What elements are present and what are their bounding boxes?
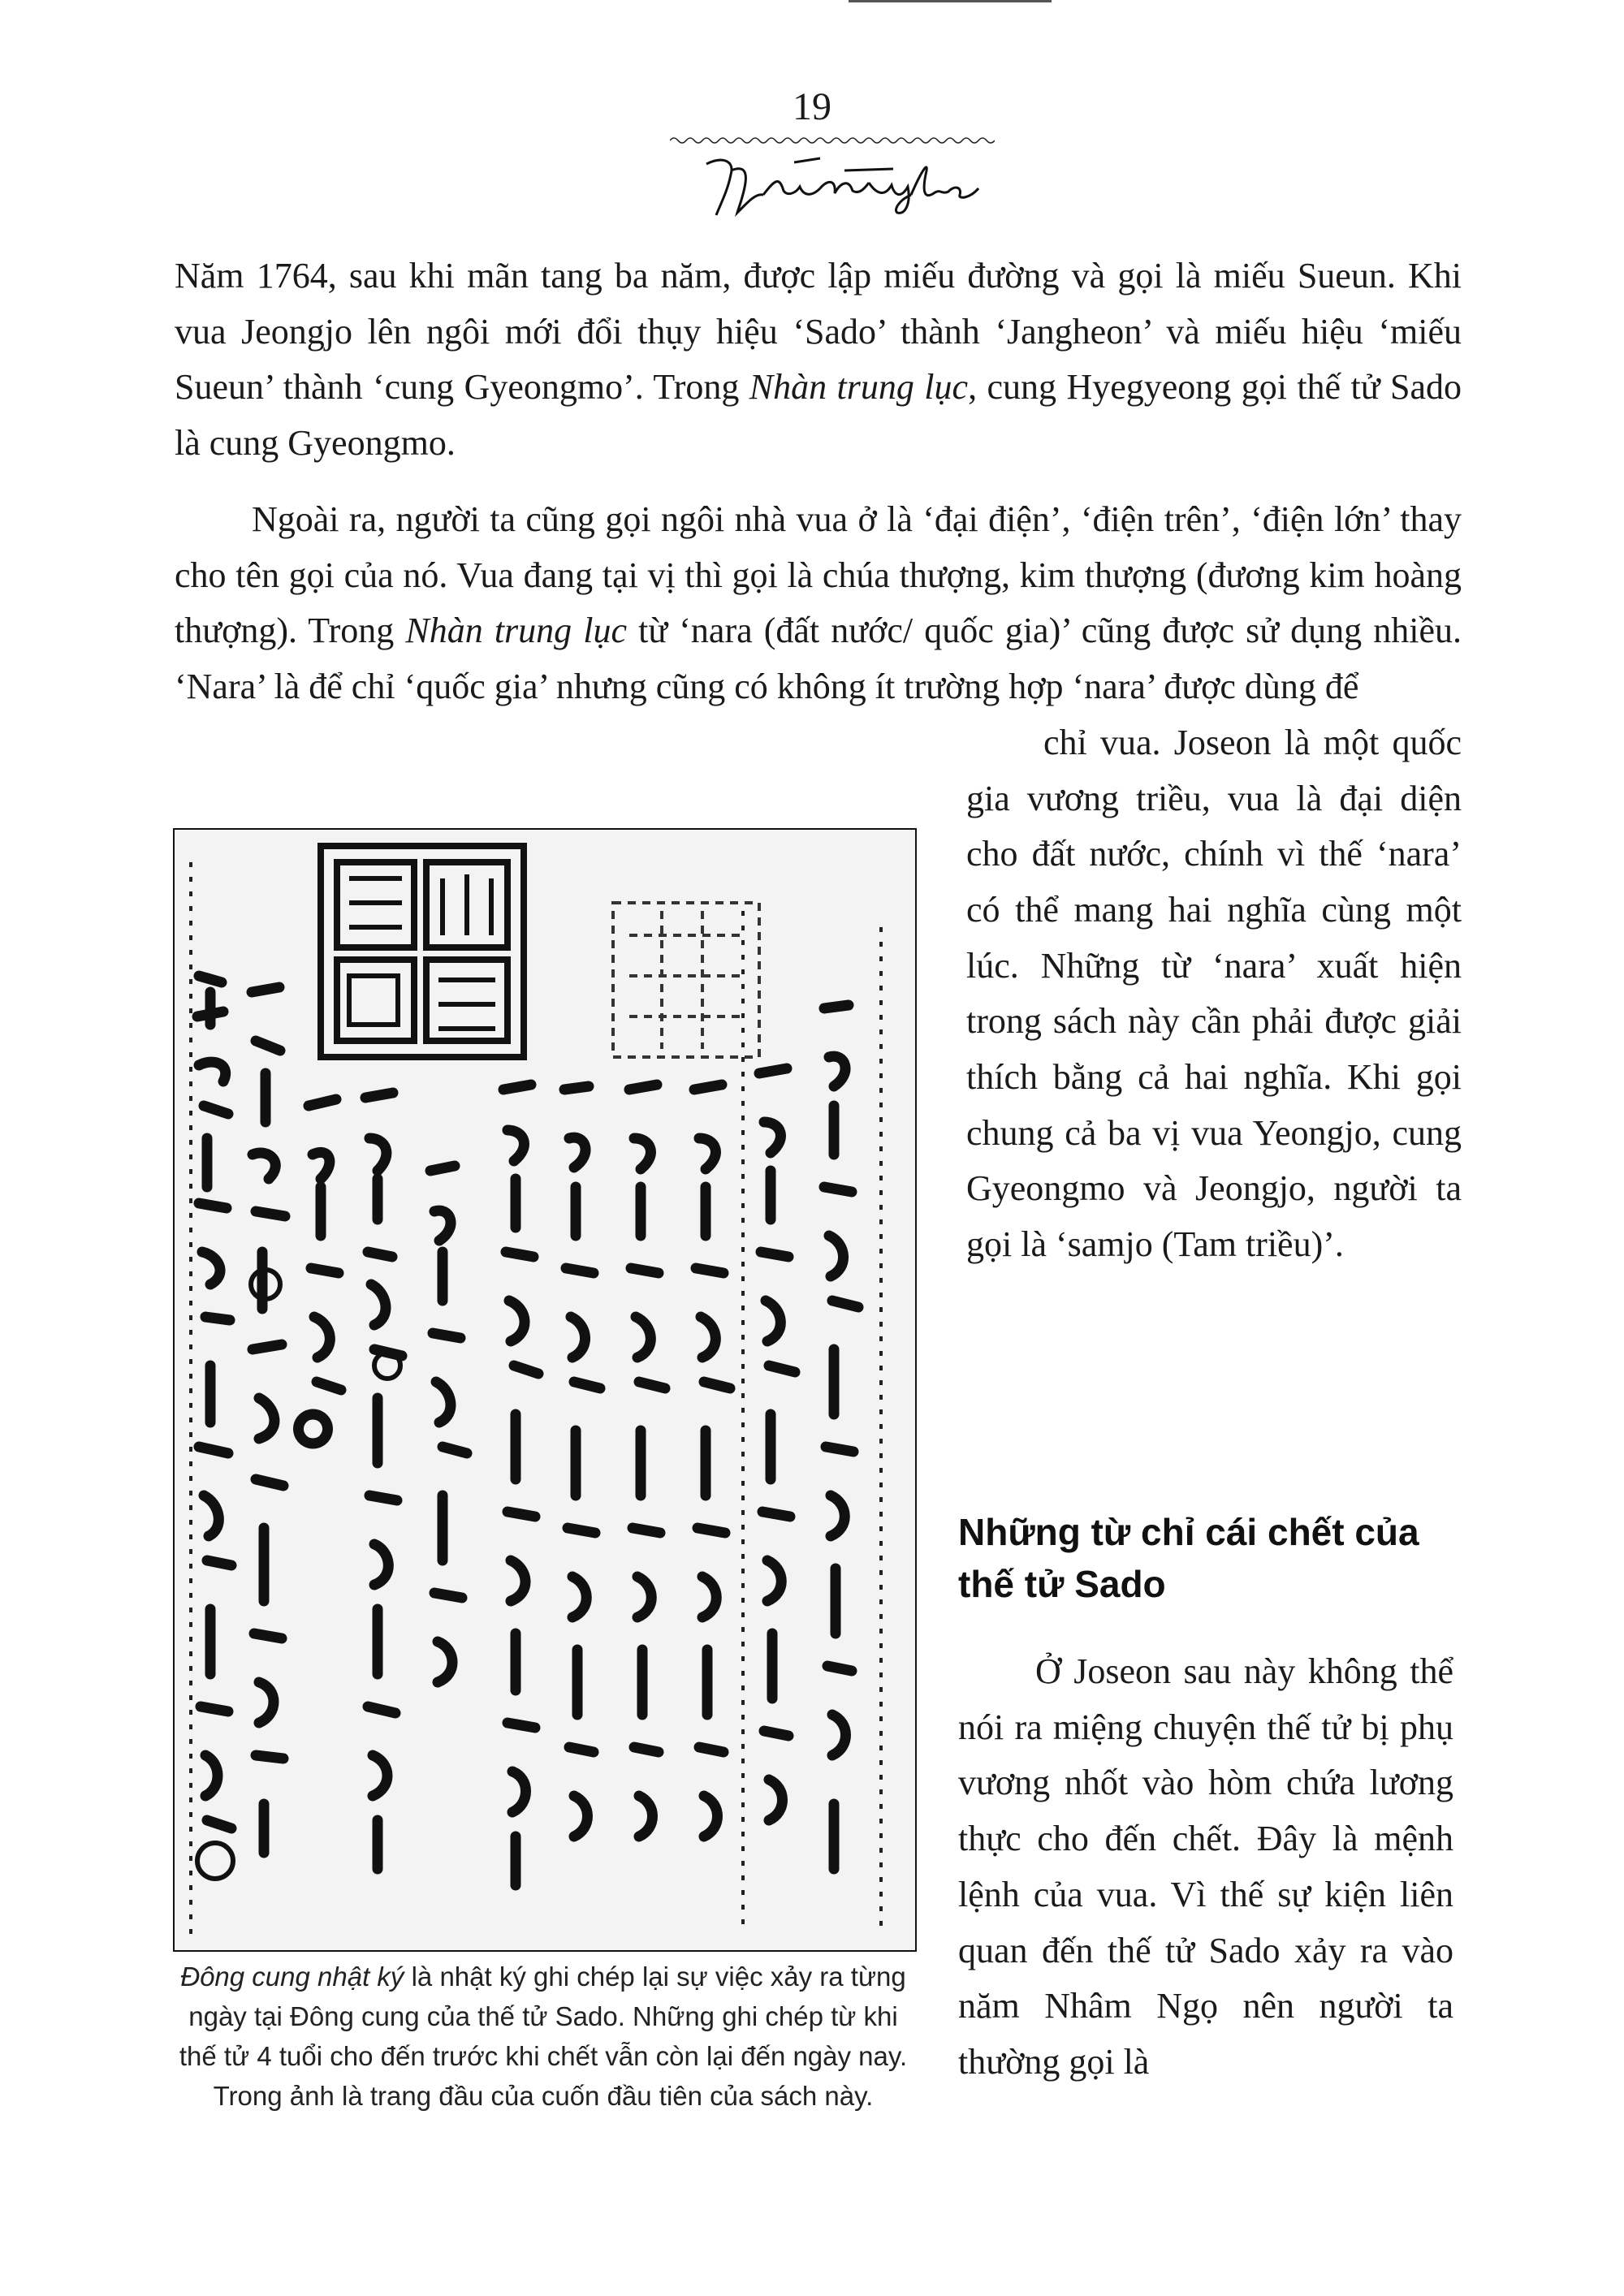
paragraph-1-text-b: , cung Hyegyeong gọi thế tử Sado là cung Gyeongmo. bbox=[175, 367, 1462, 464]
diary-manuscript-image bbox=[173, 828, 917, 1952]
section-heading: Những từ chỉ cái chết của thế tử Sado bbox=[958, 1511, 1419, 1605]
paragraph-1-text-a: Năm 1764, sau khi mãn tang ba năm, được lập miếu đường và gọi là miếu Sueun. Khi vua Jeongjo lên ngôi mới đổi thụy hiệu ‘Sado’ thành ‘Jangheon’ và miếu hiệu ‘miếu Sueun’ thành ‘cung Gyeongmo’. Trong bbox=[175, 256, 1462, 408]
wavy-rule bbox=[670, 135, 995, 146]
paragraph-2-continuation: chỉ vua. Joseon là một quốc gia vương triều, vua là đại diện cho đất nước, chính vì thế ‘nara’ có thể mang hai nghĩa cùng một lúc. Những từ ‘nara’ xuất hiện trong sách này cần phải được giải thích bằng cả hai nghĩa. Khi gọi chung cả ba vị vua Yeongjo, cung Gyeongmo và Jeongjo, người ta gọi là ‘samjo (Tam triều)’. bbox=[966, 722, 1462, 1265]
paragraph-2-text-a: Ngoài ra, người ta cũng gọi ngôi nhà vua ở là ‘đại điện’, ‘điện trên’, ‘điện lớn’ thay cho tên gọi của nó. Vua đang tại vị thì gọi là chúa thượng, kim thượng (đương kim hoàng thượng). Trong bbox=[175, 499, 1462, 651]
paragraph-2-text-b: từ ‘nara (đất nước/ quốc gia)’ cũng được sử dụng nhiều. ‘Nara’ là để chỉ ‘quốc gia’ nhưng cũng có không ít trường hợp ‘nara’ được dùng để bbox=[175, 611, 1462, 707]
paragraph-1 bbox=[175, 248, 1462, 472]
caption-title-italic: Đông cung nhật ký bbox=[180, 1962, 404, 1992]
page-number: 19 bbox=[793, 85, 831, 128]
book-title-italic: Nhàn trung lục bbox=[749, 367, 969, 408]
caption-text: là nhật ký ghi chép lại sự việc xảy ra từng ngày tại Đông cung của thế tử Sado. Những ghi chép từ khi thế tử 4 tuổi cho đến trước khi chết vẫn còn lại đến ngày nay. Trong ảnh là trang đầu của cuốn đầu tiên của sách này. bbox=[179, 1962, 908, 2111]
book-title-italic: Nhàn trung lục bbox=[405, 611, 628, 651]
top-rule bbox=[849, 0, 1052, 2]
running-header-signature bbox=[698, 146, 991, 223]
paragraph-3: Ở Joseon sau này không thể nói ra miệng chuyện thế tử bị phụ vương nhốt vào hòm chứa lương thực cho đến chết. Đây là mệnh lệnh của vua. Vì thế sự kiện liên quan đến thế tử Sado xảy ra vào năm Nhâm Ngọ nên người ta thường gọi là bbox=[958, 1651, 1453, 2082]
figure-caption bbox=[173, 1957, 914, 2116]
